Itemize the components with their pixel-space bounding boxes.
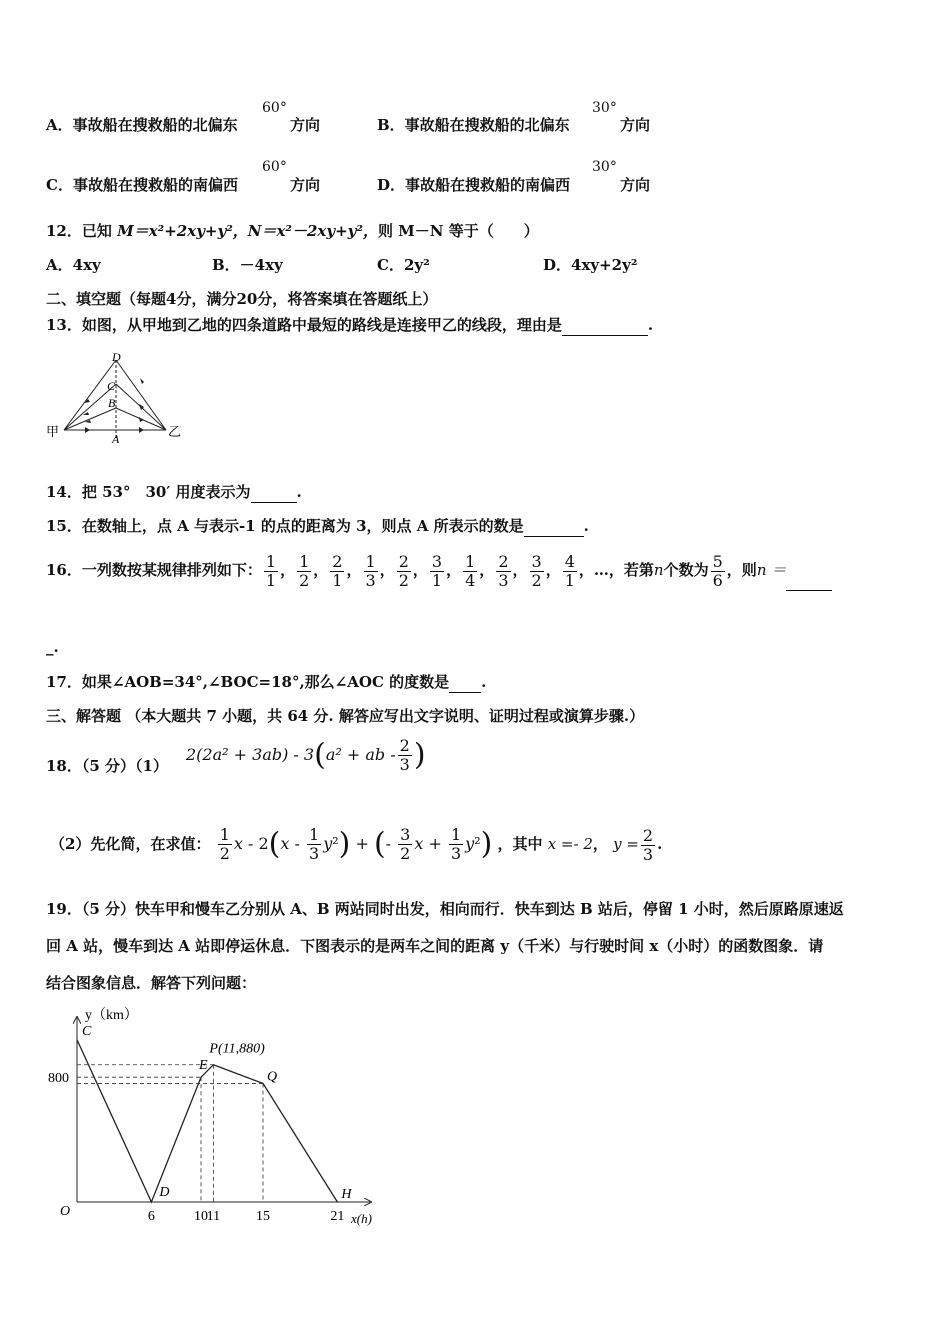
origin-label: O: [60, 1204, 71, 1219]
q19-line3: 结合图象信息．解答下列问题：: [46, 974, 257, 992]
q15-answer-blank[interactable]: [524, 516, 584, 537]
x-tick-label: 21: [330, 1209, 345, 1224]
fraction-denominator: 1: [332, 570, 343, 590]
q16-sequence-fraction: [430, 553, 444, 590]
x-tick-label: 11: [206, 1209, 221, 1224]
fig-label-d: D: [112, 350, 121, 364]
q16-sequence-fraction: [496, 553, 510, 590]
q18-expr1-frac-num: 2: [399, 736, 410, 755]
q11-option-d-label: D．事故船在搜救船的南偏西: [377, 176, 571, 194]
q18-part2-expr: $\frac{1}{2}$ x - 2(x - $\frac{1}{3}$ y²) + (- $\frac{3}{2}$ x + $\frac{1}{3}$ y²): [219, 825, 493, 863]
q11-option-b-tail: 方向: [620, 116, 651, 134]
q11-option-a-tail: 方向: [290, 116, 321, 134]
q16-sequence-fraction: [397, 553, 411, 590]
q18-expr1-frac: [398, 737, 412, 774]
q12-stem-post: 则 M－N 等于（ ）: [377, 222, 539, 240]
q18-x-value: x =- 2: [547, 835, 593, 853]
fraction-numerator: 1: [365, 551, 376, 571]
fraction-denominator: 3: [365, 570, 376, 590]
q16-sequence-fraction: [364, 553, 378, 590]
q13-answer-blank[interactable]: [562, 315, 648, 336]
y-axis-label: y（km）: [85, 1008, 138, 1023]
q11-option-a-angle: 60°: [262, 100, 287, 116]
q11-option-c-angle: 60°: [262, 159, 287, 175]
q12-option-a: A．4xy: [46, 256, 101, 274]
fraction-numerator: 1: [265, 551, 277, 571]
q11-option-b: [377, 115, 570, 135]
q11-option-a-label: A．事故船在搜救船的北偏东: [46, 116, 238, 134]
fraction-numerator: 4: [564, 551, 575, 571]
q16-text: [46, 550, 832, 591]
q13-end: .: [647, 316, 654, 334]
q12-option-d: D．4xy+2y²: [543, 256, 638, 274]
q12-n-expr: N＝x²－2xy+y²，: [247, 222, 378, 240]
q18-expr1: 2(2a² + 3ab) - 3(a² + ab - $\frac{2}{3}$ ): [186, 736, 426, 774]
q12-m-expr: M＝x²+2xy+y²，: [117, 222, 248, 240]
q13-figure: [44, 350, 189, 450]
x-tick-label: 6: [147, 1209, 155, 1224]
fraction-numerator: 1: [465, 551, 476, 571]
q15-stem: 15．在数轴上，点 A 与表示-1 的点的距离为 3，则点 A 所表示的数是: [46, 517, 524, 535]
q18-expr1-b: a² + ab -: [325, 745, 396, 764]
q18-y-frac-den: 3: [642, 844, 654, 864]
fraction-numerator: 3: [531, 551, 542, 571]
q11-option-c: [46, 175, 238, 195]
fig-label-a: A: [112, 432, 120, 446]
fraction-numerator: 2: [498, 551, 509, 571]
q18-part2-label: （2）先化简，在求值：: [50, 835, 211, 853]
q16-sequence-fraction: [264, 553, 278, 590]
q18-expr1-a: 2(2a² + 3ab) - 3: [186, 745, 315, 764]
q16-n-eq: n ＝: [756, 561, 787, 579]
q11-option-b-label: B．事故船在搜救船的北偏东: [377, 116, 570, 134]
x-tick-label: 15: [256, 1209, 270, 1224]
q16-sequence-fraction: [297, 553, 311, 590]
fig-label-c: C: [107, 379, 116, 393]
fraction-denominator: 4: [465, 570, 476, 590]
fraction-numerator: 2: [398, 551, 409, 571]
y-tick-label: 800: [48, 1071, 69, 1087]
q16-sequence-fraction: [563, 553, 577, 590]
fraction-denominator: 2: [531, 570, 542, 590]
q14-answer-blank[interactable]: [251, 482, 297, 503]
fraction-denominator: 3: [498, 570, 509, 590]
q16-tail: _.: [46, 638, 59, 656]
fig-label-b: B: [108, 396, 116, 410]
q18-expr1-frac-den: 3: [399, 755, 410, 774]
q13-text: [46, 315, 653, 336]
q18-part2: （2）先化简，在求值： $\frac{1}{2}$ x - 2(x - $\frac{1}{3}$ y²) + (- $\frac{3}{2}$ x + $\frac{1}{3}$ y²) ，其中 x =- 2， y = $\frac{2}{3}$ .: [50, 825, 663, 864]
q11-option-c-tail: 方向: [290, 176, 321, 194]
q12-stem-pre: 已知: [81, 222, 112, 240]
fig-label-yi: 乙: [168, 424, 182, 439]
q12-number: 12．: [46, 222, 82, 240]
fraction-denominator: 2: [398, 570, 409, 590]
q12-option-c: C．2y²: [377, 256, 430, 274]
q13-stem: 13．如图，从甲地到乙地的四条道路中最短的路线是连接甲乙的线段，理由是: [46, 316, 562, 334]
q15-end: .: [583, 517, 589, 535]
q11-option-d-angle: 30°: [592, 159, 617, 175]
q11-option-b-angle: 30°: [592, 100, 617, 116]
q18-y-eq: y =: [613, 835, 639, 853]
q16-sequence-fraction: [330, 553, 344, 590]
q16-n: n: [653, 561, 664, 579]
x-tick-label: 10: [194, 1209, 208, 1224]
point-label-c: C: [82, 1023, 92, 1039]
section2-title: 二、填空题（每题4分，满分20分，将答案填在答题纸上）: [46, 290, 438, 308]
q19-line2: 回 A 站，慢车到达 A 站即停运休息．下图表示的是两车之间的距离 y（千米）与行驶时间 x（小时）的函数图象．请: [46, 937, 824, 955]
q16-target-num: 5: [712, 551, 723, 571]
x-axis-label: x(h): [351, 1211, 372, 1226]
point-label-p: P(11,880): [209, 1041, 265, 1057]
fig-label-jia: 甲: [46, 424, 60, 439]
fraction-numerator: 1: [299, 551, 310, 571]
fraction-denominator: 1: [265, 570, 277, 590]
q14-text: [46, 482, 302, 503]
q18-label: 18．（5 分）（1）: [46, 757, 168, 775]
q16-prefix: 16．一列数按某规律排列如下：: [46, 561, 262, 579]
q16-answer-blank[interactable]: [786, 550, 832, 591]
point-label-d: D: [159, 1185, 170, 1200]
q12-option-b: B．－4xy: [212, 256, 283, 274]
point-label-e: E: [199, 1058, 208, 1074]
q19-chart: [40, 1003, 390, 1238]
q17-text: [46, 672, 486, 693]
q14-stem: 14．把 53° 30′ 用度表示为: [46, 483, 251, 501]
q16-target-fraction: [711, 553, 725, 590]
q17-end: .: [481, 673, 487, 691]
q16-then: ，则: [726, 561, 757, 579]
q14-end: .: [296, 483, 302, 501]
q16-sequence-fraction: [530, 553, 544, 590]
section3-title: 三、解答题 （本大题共 7 小题，共 64 分. 解答应写出文字说明、证明过程或演算步骤.）: [46, 707, 645, 725]
q18-y-end: .: [657, 835, 663, 853]
fraction-numerator: 3: [431, 551, 443, 571]
q11-option-a: [46, 115, 238, 135]
q11-option-d: [377, 175, 570, 195]
fraction-denominator: 2: [299, 570, 310, 590]
point-label-h: H: [341, 1187, 352, 1202]
q15-text: [46, 516, 589, 537]
q17-stem: 17．如果∠AOB=34°,∠BOC=18°,那么∠AOC 的度数是: [46, 673, 450, 691]
q16-ellipsis: ，…，若第: [578, 561, 654, 579]
fraction-denominator: 1: [564, 570, 575, 590]
q17-answer-blank[interactable]: [449, 672, 481, 693]
point-label-q: Q: [267, 1069, 278, 1085]
q12-stem: [46, 221, 539, 241]
q16-sequence: $\frac{1}{1}$ ， $\frac{1}{2}$ ， $\frac{2}{1}$ ， $\frac{1}{3}$ ， $\frac{2}{2}$ ， $\frac{3}{1}$ ， $\frac{1}{4}$ ， $\frac{2}{3}$ ， $\frac{3}{2}$ ， $\frac{4}{1}$: [265, 551, 575, 590]
q19-line1: 19．（5 分）快车甲和慢车乙分别从 A、B 两站同时出发，相向而行．快车到达 B 站后，停留 1 小时，然后原路原速返: [46, 900, 844, 918]
fraction-numerator: 2: [332, 551, 343, 571]
q16-sequence-fraction: [463, 553, 477, 590]
q18-part2-where: ，其中: [497, 835, 543, 853]
q11-option-d-tail: 方向: [620, 176, 651, 194]
q18-y-frac: [641, 827, 655, 864]
q18-y-frac-num: 2: [642, 825, 654, 845]
q11-option-c-label: C．事故船在搜救船的南偏西: [46, 176, 238, 194]
q16-mid: 个数为: [663, 561, 709, 579]
fraction-denominator: 1: [431, 570, 443, 590]
q16-target-den: 6: [712, 570, 723, 590]
